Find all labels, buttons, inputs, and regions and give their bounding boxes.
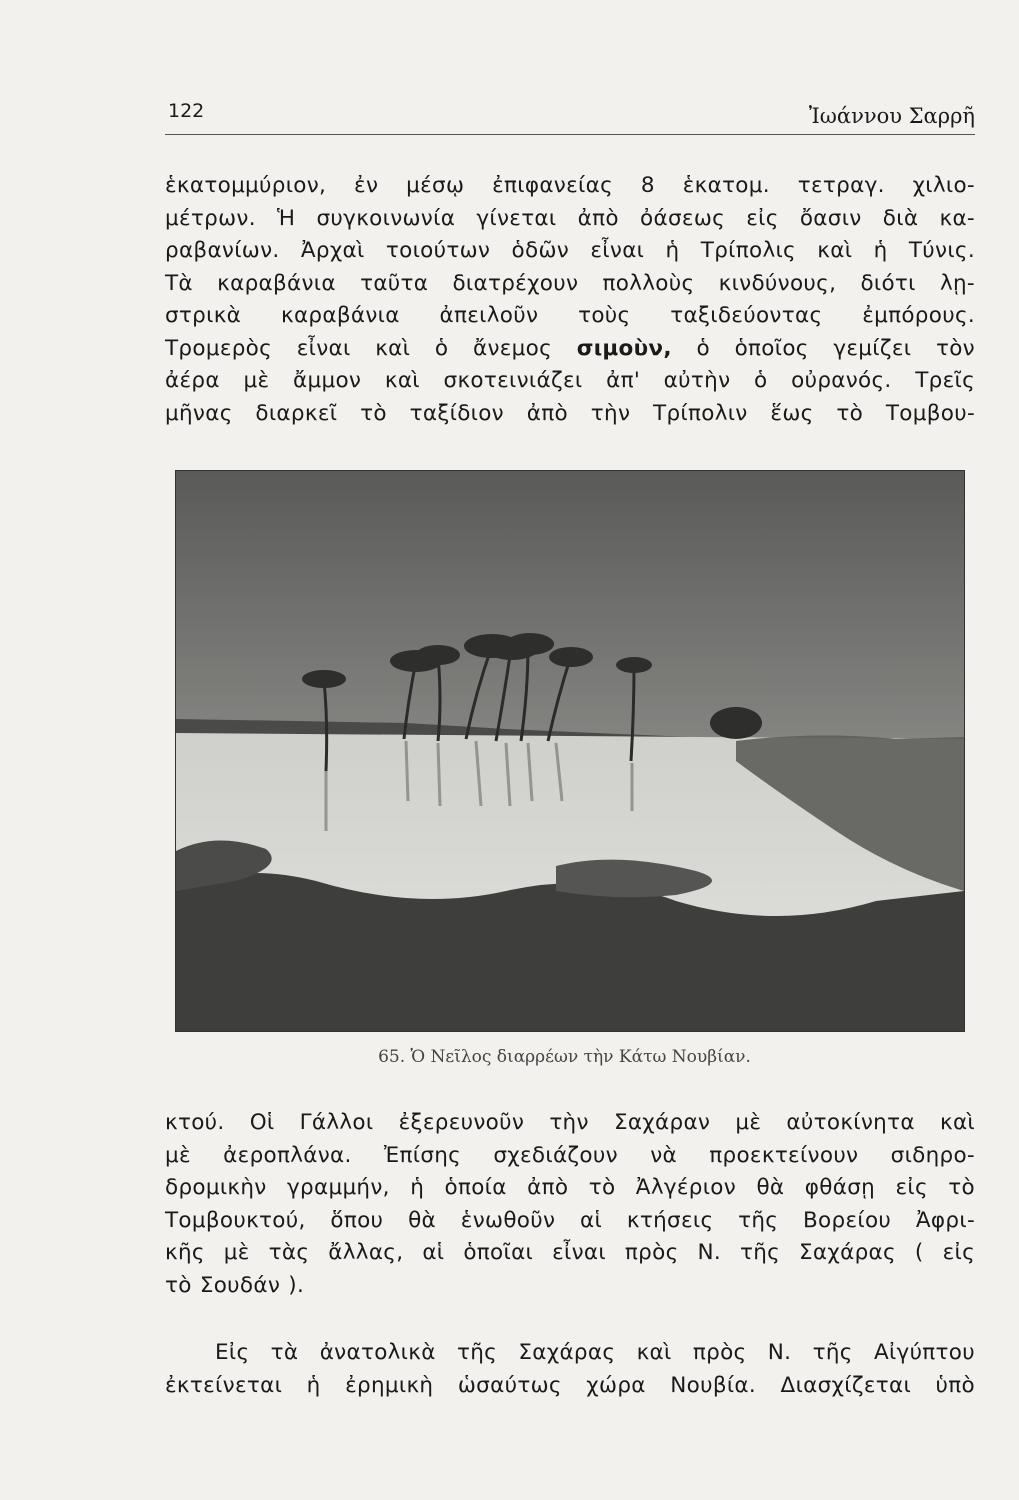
text-segment: Τρομερὸς εἶναι καὶ ὁ ἄνεμος [165,335,553,361]
text-line: ἐκτείνεται ἡ ἐρημικὴ ὡσαύτως χώρα Νουβία. Διασχίζεται ὑπὸ [165,1372,975,1398]
text-line: ραβανίων. Ἀρχαὶ τοιούτων ὁδῶν εἶναι ἡ Τρίπολις καὶ ἡ Τύνις. [165,238,975,263]
text-line: ἑκατομμύριον, ἐν μέσῳ ἐπιφανείας 8 ἑκατομ. τετραγ. χιλιο- [165,173,975,198]
photo-illustration [176,471,964,1031]
text-line: κῆς μὲ τὰς ἄλλας, αἱ ὁποῖαι εἶναι πρὸς Ν. τῆς Σαχάρας ( εἰς [165,1240,975,1265]
text-line: ἀέρα μὲ ἄμμον καὶ σκοτεινιάζει ἀπ' αὐτὴν ὁ οὐρανός. Τρεῖς [165,368,975,393]
text-line: μὲ ἀεροπλάνα. Ἐπίσης σχεδιάζουν νὰ προεκτείνουν σιδηρο- [165,1142,975,1168]
text-line: τὸ Σουδάν ). [165,1272,305,1298]
emphasized-term: σιμοὺν, [576,335,672,361]
header-rule [165,134,975,135]
paragraph-2 [165,1107,975,1302]
figure-caption: 65. Ὁ Νεῖλος διαρρέων τὴν Κάτω Νουβίαν. [378,1047,751,1067]
text-line: Τὰ καραβάνια ταῦτα διατρέχουν πολλοὺς κινδύνους, διότι λῃ- [165,270,975,296]
text-line: Εἰς τὰ ἀνατολικὰ τῆς Σαχάρας καὶ πρὸς Ν. τῆς Αἰγύπτου [215,1340,975,1365]
text-line: στρικὰ καραβάνια ἀπειλοῦν τοὺς ταξιδεύοντας ἐμπόρους. [165,303,975,328]
text-segment: ὁ ὁποῖος γεμίζει τὸν [696,335,975,361]
page-number: 122 [168,100,205,122]
text-line: Τομβουκτού, ὅπου θὰ ἑνωθοῦν αἱ κτήσεις τῆς Βορείου Ἀφρι- [165,1207,975,1233]
text-line: κτού. Οἱ Γάλλοι ἐξερευνοῦν τὴν Σαχάραν μὲ αὐτοκίνητα καὶ [165,1110,975,1135]
running-head: Ἰωάννου Σαρρῆ [808,104,975,128]
paragraph-1 [165,170,975,430]
paragraph-3 [165,1337,975,1402]
text-line: μῆνας διαρκεῖ τὸ ταξίδιον ἀπὸ τὴν Τρίπολιν ἕως τὸ Τομβου- [165,400,975,426]
text-line: δρομικὴν γραμμήν, ἡ ὁποία ἀπὸ τὸ Ἀλγέριον θὰ φθάσῃ εἰς τὸ [165,1175,975,1200]
text-line [165,333,975,366]
text-line: μέτρων. Ἡ συγκοινωνία γίνεται ἀπὸ ὀάσεως εἰς ὄασιν διὰ κα- [165,205,975,231]
nile-photograph [175,470,965,1032]
